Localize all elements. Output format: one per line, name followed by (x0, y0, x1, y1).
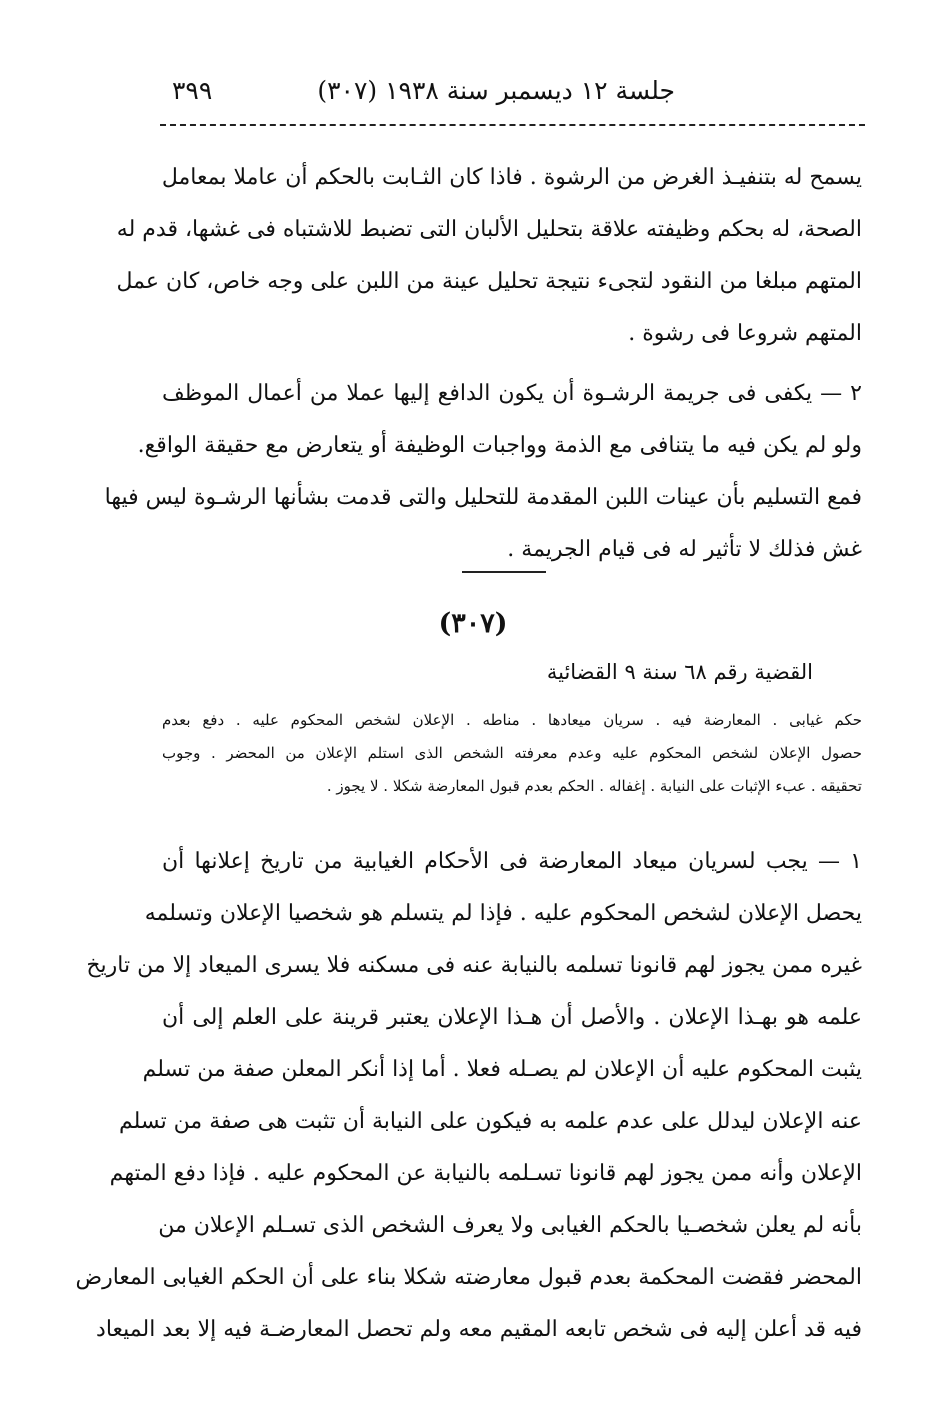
text-line: ٢ — يكفى فى جريمة الرشـوة أن يكون الدافع إليها عملا من أعمال الموظف (162, 381, 862, 406)
text-line: المتهم شروعا فى رشوة . (628, 321, 862, 346)
case-number: (٣٠٧) (438, 608, 508, 639)
paragraph-3 (75, 836, 862, 1356)
case-title: القضية رقم ٦٨ سنة ٩ القضائية (546, 660, 813, 684)
text-line: يثبت المحكوم عليه أن الإعلان لم يصـله فعلا . أما إذا أنكر المعلن صفة من تسلم (142, 1057, 862, 1082)
section-divider (462, 571, 546, 573)
text-line: غيره ممن يجوز لهم قانونا تسلمه بالنيابة عنه فى مسكنه فلا يسرى الميعاد إلا من تاريخ (86, 953, 862, 978)
text-line: الإعلان وأنه ممن يجوز لهم قانونا تسـلمه بالنيابة عن المحكوم عليه . فإذا دفع المتهم (109, 1161, 862, 1186)
text-line: فيه قد أعلن إليه فى شخص تابعه المقيم معه ولم تحصل المعارضـة فيه إلا بعد الميعاد (96, 1317, 862, 1342)
page-number: ٣٩٩ (172, 76, 213, 105)
header-rule (160, 124, 865, 126)
text-line: ولو لم يكن فيه ما يتنافى مع الذمة وواجبات الوظيفة أو يتعارض مع حقيقة الواقع. (137, 433, 862, 458)
page-header (160, 70, 865, 120)
summary-line: حصول الإعلان لشخص المحكوم عليه وعدم معرفته الشخص الذى استلم الإعلان من المحضر . وجوب (162, 744, 862, 762)
text-line: يسمح له بتنفيـذ الغرض من الرشوة . فاذا كان الثـابت بالحكم أن عاملا بمعامل (161, 165, 862, 190)
paragraph-1 (116, 152, 862, 360)
text-line: فمع التسليم بأن عينات اللبن المقدمة للتحليل والتى قدمت بشأنها الرشـوة ليس فيها (104, 485, 862, 510)
paragraph-2 (104, 368, 862, 576)
text-line: الصحة، له بحكم وظيفته علاقة بتحليل الألبان التى تضبط للاشتباه فى غشها، قدم له (116, 217, 862, 242)
text-line: غش فذلك لا تأثير له فى قيام الجريمة . (507, 537, 862, 562)
case-summary (162, 704, 862, 803)
text-line: بأنه لم يعلن شخصـيا بالحكم الغيابى ولا يعرف الشخص الذى تسـلم الإعلان من (158, 1213, 862, 1238)
text-line: علمه هو بهـذا الإعلان . والأصل أن هـذا الإعلان يعتبر قرينة على العلم إلى أن (162, 1005, 862, 1030)
summary-line: حكم غيابى . المعارضة فيه . سريان ميعادها . مناطه . الإعلان لشخص المحكوم عليه . دفع بعدم (162, 711, 862, 729)
text-line: يحصل الإعلان لشخص المحكوم عليه . فإذا لم يتسلم هو شخصيا الإعلان وتسلمه (144, 901, 862, 926)
text-line: ١ — يجب لسريان ميعاد المعارضة فى الأحكام الغيابية من تاريخ إعلانها أن (162, 849, 862, 874)
text-line: المحضر فقضت المحكمة بعدم قبول معارضته شكلا بناء على أن الحكم الغيابى المعارض (75, 1265, 862, 1290)
running-title: جلسة ١٢ ديسمبر سنة ١٩٣٨ (٣٠٧) (317, 76, 675, 105)
text-line: المتهم مبلغا من النقود لتجىء نتيجة تحليل عينة من اللبن على وجه خاص، كان عمل (116, 269, 862, 294)
summary-line: تحقيقه . عبء الإثبات على النيابة . إغفاله . الحكم بعدم قبول المعارضة شكلا . لا يجوز . (326, 777, 862, 795)
text-line: عنه الإعلان ليدلل على عدم علمه به فيكون على النيابة أن تثبت هى صفة من تسلم (119, 1109, 862, 1134)
